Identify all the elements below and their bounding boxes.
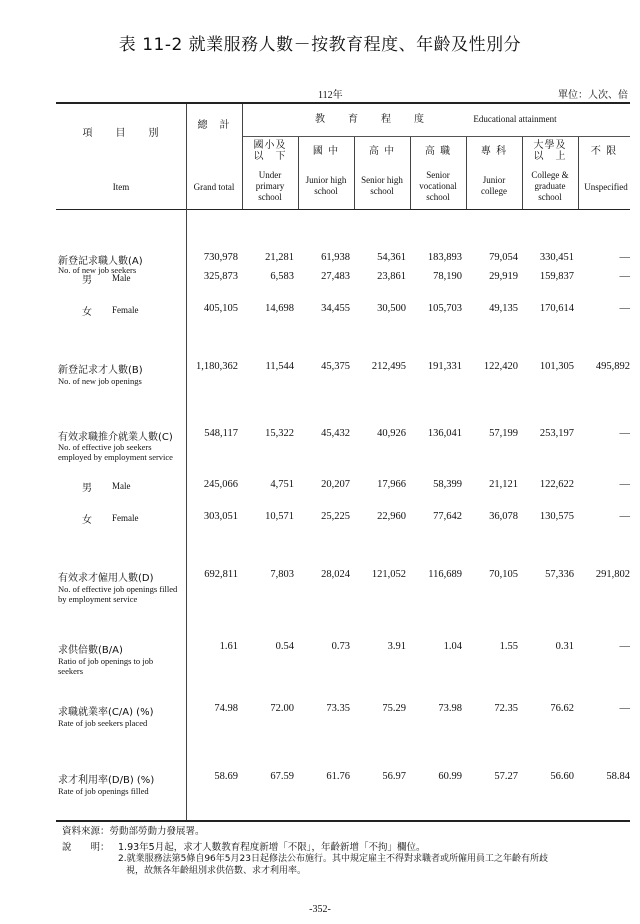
table-cell: 191,331: [427, 361, 462, 372]
table-cell: 17,966: [377, 479, 406, 490]
table-cell: 0.54: [275, 641, 294, 652]
col-header-en: Senior high school: [361, 175, 403, 196]
table-cell: 75.29: [382, 703, 406, 714]
row-label-en: No. of effective job openings filled by employment service: [58, 584, 178, 604]
table-cell: 122,420: [483, 361, 518, 372]
year-label: 112年: [318, 90, 343, 101]
table-cell: 7,803: [270, 569, 294, 580]
table-cell: 27,483: [321, 271, 350, 282]
table-cell: 61.76: [326, 771, 350, 782]
table-cell: 11,544: [265, 361, 294, 372]
table-cell: 57.27: [494, 771, 518, 782]
table-cell: 121,052: [371, 569, 406, 580]
table-cell: —: [619, 428, 630, 439]
table-cell: 61,938: [321, 252, 350, 263]
col-header-en: Under primary school: [255, 170, 285, 202]
total-header-cn: 總 計: [197, 120, 231, 131]
table-cell: 105,703: [427, 303, 462, 314]
table-cell: 14,698: [265, 303, 294, 314]
table-cell: 56.97: [382, 771, 406, 782]
table-cell: 72.00: [270, 703, 294, 714]
table-cell: 0.73: [331, 641, 350, 652]
col-header-cn: 國小及: [253, 140, 287, 151]
table-cell: 77,642: [433, 511, 462, 522]
row-label-en: Rate of job openings filled: [58, 786, 149, 796]
table-cell: 1.61: [219, 641, 238, 652]
table-cell: 49,135: [489, 303, 518, 314]
row-label-cn: 有效求才僱用人數(D): [58, 573, 154, 584]
col-header-cn: 大學及: [533, 140, 567, 151]
table-cell: 20,207: [321, 479, 350, 490]
table-cell: 116,689: [428, 569, 462, 580]
row-label-cn: 男: [82, 275, 92, 286]
row-label-cn: 新登記求職人數(A): [58, 256, 143, 267]
table-cell: 67.59: [270, 771, 294, 782]
table-cell: 21,281: [265, 252, 294, 263]
col-header-cn: 以 上: [533, 151, 567, 162]
table-cell: 40,926: [377, 428, 406, 439]
table-cell: 79,054: [489, 252, 518, 263]
table-cell: 57,336: [545, 569, 574, 580]
table-cell: 56.60: [550, 771, 574, 782]
row-label-cn: 求職就業率(C/A) (%): [58, 707, 154, 718]
bottom-rule: [56, 820, 630, 822]
col-header-cn: 以 下: [253, 151, 287, 162]
table-cell: —: [619, 303, 630, 314]
table-cell: 73.98: [438, 703, 462, 714]
unit-label: 單位：人次、倍: [558, 90, 628, 101]
row-label-en: Male: [112, 273, 131, 283]
table-cell: 130,575: [539, 511, 574, 522]
table-cell: 136,041: [427, 428, 462, 439]
table-cell: 170,614: [539, 303, 574, 314]
item-header-cn: 項 目 別: [82, 128, 160, 139]
col-header-cn: 專 科: [480, 146, 508, 157]
table-cell: 3.91: [387, 641, 406, 652]
table-cell: 330,451: [539, 252, 574, 263]
table-cell: 730,978: [203, 252, 238, 263]
table-cell: —: [619, 479, 630, 490]
table-cell: 0.31: [555, 641, 574, 652]
table-cell: 78,190: [433, 271, 462, 282]
table-cell: 122,622: [539, 479, 574, 490]
row-label-cn: 求才利用率(D/B) (%): [58, 775, 155, 786]
row-label-en: No. of effective job seekers employed by employment service: [58, 442, 173, 462]
table-cell: 692,811: [204, 569, 238, 580]
table-cell: 1.55: [499, 641, 518, 652]
total-header-en: Grand total: [193, 182, 235, 192]
table-cell: 25,225: [321, 511, 350, 522]
col-header-cn: 高 職: [424, 146, 452, 157]
col-header-cn: 高 中: [368, 146, 396, 157]
row-label-en: Ratio of job openings to job seekers: [58, 656, 154, 676]
row-label-en: No. of new job openings: [58, 376, 142, 386]
table-cell: 60.99: [438, 771, 462, 782]
row-label-en: Rate of job seekers placed: [58, 718, 148, 728]
note-1: 1.93年5月起，求才人數教育程度新增「不限」，年齡新增「不拘」欄位。: [118, 842, 426, 853]
table-cell: 30,500: [377, 303, 406, 314]
item-header-en: Item: [112, 182, 130, 192]
row-label-cn: 女: [82, 307, 92, 318]
table-cell: 405,105: [203, 303, 238, 314]
row-label-en: Female: [112, 305, 139, 315]
table-cell: 183,893: [427, 252, 462, 263]
table-cell: 303,051: [203, 511, 238, 522]
table-cell: 58.69: [214, 771, 238, 782]
col-divider: [186, 104, 187, 820]
page-number: -352-: [309, 904, 331, 915]
table-cell: 6,583: [270, 271, 294, 282]
table-cell: 253,197: [539, 428, 574, 439]
table-cell: 36,078: [489, 511, 518, 522]
table-cell: 159,837: [539, 271, 574, 282]
table-cell: 76.62: [550, 703, 574, 714]
notes-label: 說 明：: [62, 842, 110, 853]
table-cell: —: [619, 271, 630, 282]
table-cell: 45,375: [321, 361, 350, 372]
table-cell: 291,802: [595, 569, 630, 580]
table-cell: 495,892: [595, 361, 630, 372]
col-header-en: College & graduate school: [531, 170, 569, 202]
table-cell: 57,199: [489, 428, 518, 439]
table-cell: 23,861: [377, 271, 406, 282]
table-cell: —: [619, 641, 630, 652]
row-label-en: Female: [112, 513, 139, 523]
table-cell: 74.98: [214, 703, 238, 714]
table-cell: 28,024: [321, 569, 350, 580]
table-cell: 1.04: [443, 641, 462, 652]
table-cell: 29,919: [489, 271, 518, 282]
table-cell: 325,873: [203, 271, 238, 282]
col-header-en: Unspecified: [584, 182, 628, 192]
col-header-en: Senior vocational school: [419, 170, 457, 202]
col-header-en: Junior college: [481, 175, 507, 196]
table-cell: 58,399: [433, 479, 462, 490]
col-header-en: Junior high school: [305, 175, 347, 196]
table-cell: —: [619, 511, 630, 522]
row-label-cn: 男: [82, 483, 92, 494]
table-cell: 73.35: [326, 703, 350, 714]
edu-header-cn: 教 育 程 度: [315, 114, 425, 125]
row-label-cn: 有效求職推介就業人數(C): [58, 432, 173, 443]
table-cell: 72.35: [494, 703, 518, 714]
table-cell: 54,361: [377, 252, 406, 263]
table-cell: 22,960: [377, 511, 406, 522]
table-cell: 4,751: [270, 479, 294, 490]
table-cell: 1,180,362: [196, 361, 238, 372]
table-cell: 101,305: [539, 361, 574, 372]
table-cell: 70,105: [489, 569, 518, 580]
table-cell: 10,571: [265, 511, 294, 522]
table-cell: —: [619, 703, 630, 714]
row-label-cn: 求供倍數(B/A): [58, 645, 123, 656]
table-title: 表 11-2 就業服務人數－按教育程度、年齡及性別分: [118, 35, 522, 55]
col-header-cn: 國 中: [312, 146, 340, 157]
table-cell: 58.84: [606, 771, 630, 782]
table-cell: 21,121: [489, 479, 518, 490]
table-cell: 15,322: [265, 428, 294, 439]
table-cell: 45,432: [321, 428, 350, 439]
table-cell: 548,117: [204, 428, 238, 439]
top-rule: [56, 102, 630, 104]
note-2: 2.就業服務法第5條自96年5月23日起修法公布施行。其中規定雇主不得對求職者或所僱用員工之年齡有所歧: [118, 854, 548, 864]
edu-header-rule: [242, 136, 630, 137]
table-cell: 245,066: [203, 479, 238, 490]
header-bottom-rule: [56, 209, 630, 210]
row-label-en: No. of new job seekers: [58, 265, 137, 275]
row-label-cn: 女: [82, 515, 92, 526]
row-label-en: Male: [112, 481, 131, 491]
note-2-cont: 視，故無各年齡組別求供倍數、求才利用率。: [126, 866, 307, 876]
row-label-cn: 新登記求才人數(B): [58, 365, 143, 376]
table-cell: 34,455: [321, 303, 350, 314]
table-cell: —: [619, 252, 630, 263]
table-cell: 212,495: [371, 361, 406, 372]
col-header-cn: 不 限: [590, 146, 618, 157]
edu-header-en: Educational attainment: [473, 114, 557, 124]
source-note: 資料來源：勞動部勞動力發展署。: [62, 826, 205, 837]
